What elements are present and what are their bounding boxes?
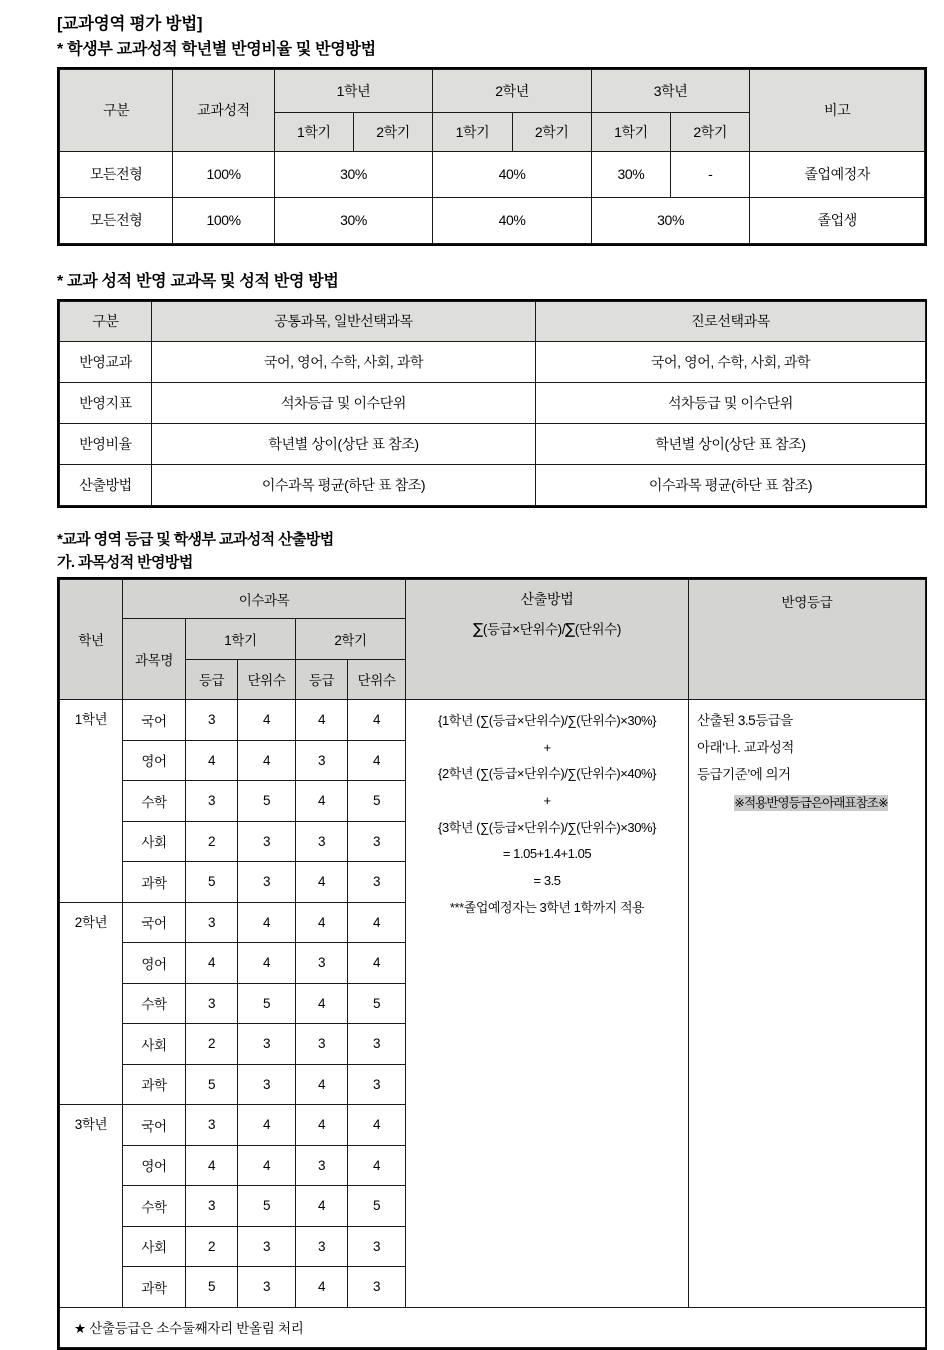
cell-s1-units: 4 <box>238 1105 296 1146</box>
cell-s2-grade: 4 <box>296 1186 348 1227</box>
table-calc-header-row-1 <box>60 579 926 618</box>
row-label: 반영지표 <box>60 382 152 423</box>
header-calc-method <box>406 579 689 700</box>
formula-result-2: = 3.5 <box>533 872 561 888</box>
cell-subject-name: 수학 <box>123 781 186 822</box>
cell-s1-units: 3 <box>238 862 296 903</box>
header-g2-sem2: 2학기 <box>512 112 591 151</box>
cell-s1-grade: 2 <box>186 1024 238 1065</box>
cell-s1-grade: 2 <box>186 821 238 862</box>
cell-s2-units: 5 <box>348 781 406 822</box>
table-ratio <box>59 69 925 244</box>
cell-s2-grade: 4 <box>296 902 348 943</box>
header-grade1: 1학년 <box>274 69 433 112</box>
cell-subject-name: 국어 <box>123 902 186 943</box>
cell-s1-grade: 5 <box>186 1064 238 1105</box>
row-label: 산출방법 <box>60 464 152 505</box>
cell-s2-grade: 4 <box>296 781 348 822</box>
cell-grade2-ratio: 40% <box>433 197 592 243</box>
header-s1-units: 단위수 <box>238 659 296 700</box>
formula-plus-1: + <box>543 739 551 755</box>
table-subjects-header-row <box>60 301 926 341</box>
formula-line-1: {1학년 (∑(등급×단위수)/∑(단위수)×30%} <box>438 713 656 729</box>
cell-subject-name: 영어 <box>123 740 186 781</box>
reflected-highlight-text: ※적용반영등급은아래표참조※ <box>734 795 888 810</box>
cell-s1-grade: 4 <box>186 740 238 781</box>
cell-s2-grade: 4 <box>296 700 348 741</box>
cell-s2-units: 5 <box>348 1186 406 1227</box>
cell-grade3-ratio: 30% <box>591 197 750 243</box>
cell-s2-grade: 4 <box>296 1267 348 1308</box>
cell-subject-name: 사회 <box>123 1024 186 1065</box>
header-completed-subjects: 이수과목 <box>123 579 406 618</box>
cell-s1-units: 3 <box>238 1267 296 1308</box>
header-g3-sem2: 2학기 <box>671 112 750 151</box>
cell-subject-name: 국어 <box>123 1105 186 1146</box>
cell-common: 국어, 영어, 수학, 사회, 과학 <box>152 341 536 382</box>
cell-s1-grade: 2 <box>186 1226 238 1267</box>
header-g3-sem1: 1학기 <box>591 112 670 151</box>
header-s2-grade: 등급 <box>296 659 348 700</box>
table-calc-wrapper <box>57 577 927 1350</box>
cell-division: 모든전형 <box>60 197 173 243</box>
table-row <box>60 423 926 464</box>
cell-s2-units: 4 <box>348 943 406 984</box>
cell-year: 1학년 <box>60 700 123 903</box>
cell-s1-units: 3 <box>238 1064 296 1105</box>
cell-s1-units: 4 <box>238 700 296 741</box>
cell-s2-units: 3 <box>348 1024 406 1065</box>
cell-grade1-ratio: 30% <box>274 151 433 197</box>
cell-grade3-sem2-ratio: - <box>671 151 750 197</box>
cell-s1-units: 4 <box>238 902 296 943</box>
cell-subject-name: 과학 <box>123 1267 186 1308</box>
cell-s2-grade: 4 <box>296 862 348 903</box>
cell-s1-grade: 3 <box>186 1105 238 1146</box>
header-year: 학년 <box>60 579 123 700</box>
header-remark: 비고 <box>750 69 925 151</box>
cell-s2-units: 4 <box>348 740 406 781</box>
cell-career: 석차등급 및 이수단위 <box>536 382 926 423</box>
table-row <box>60 464 926 505</box>
page-title: [교과영역 평가 방법] <box>57 15 203 33</box>
cell-s1-units: 5 <box>238 983 296 1024</box>
table-row <box>60 382 926 423</box>
cell-s1-units: 4 <box>238 943 296 984</box>
header-g1-sem1: 1학기 <box>274 112 353 151</box>
section1-heading: * 학생부 교과성적 학년별 반영비율 및 반영방법 <box>57 40 376 58</box>
cell-grade1-ratio: 30% <box>274 197 433 243</box>
calc-method-label: 산출방법 <box>520 590 574 607</box>
cell-s1-units: 4 <box>238 1145 296 1186</box>
cell-s1-units: 3 <box>238 1226 296 1267</box>
header-reflected-grade: 반영등급 <box>689 579 926 700</box>
header-score: 교과성적 <box>173 69 274 151</box>
section3-heading: *교과 영역 등급 및 학생부 교과성적 산출방법 <box>57 530 334 548</box>
formula-line-2: {2학년 (∑(등급×단위수)/∑(단위수)×40%} <box>438 766 656 782</box>
cell-s1-units: 3 <box>238 1024 296 1065</box>
header-g1-sem2: 2학기 <box>353 112 432 151</box>
cell-s2-grade: 3 <box>296 943 348 984</box>
header-grade2: 2학년 <box>433 69 592 112</box>
cell-s2-units: 3 <box>348 1226 406 1267</box>
cell-s1-units: 4 <box>238 740 296 781</box>
table-row <box>60 151 925 197</box>
cell-career: 국어, 영어, 수학, 사회, 과학 <box>536 341 926 382</box>
cell-remark: 졸업예정자 <box>750 151 925 197</box>
cell-s2-grade: 3 <box>296 740 348 781</box>
table-row <box>60 700 926 741</box>
formula-result-1: = 1.05+1.4+1.05 <box>502 846 592 862</box>
cell-common: 학년별 상이(상단 표 참조) <box>152 423 536 464</box>
cell-s2-units: 3 <box>348 862 406 903</box>
cell-s2-grade: 3 <box>296 1226 348 1267</box>
cell-s1-grade: 3 <box>186 902 238 943</box>
formula-line-3: {3학년 (∑(등급×단위수)/∑(단위수)×30%} <box>438 819 656 835</box>
section3-subheading: 가. 과목성적 반영방법 <box>57 554 193 572</box>
header-career-subjects: 진로선택과목 <box>536 301 926 341</box>
header-semester-1: 1학기 <box>186 618 296 659</box>
cell-career: 이수과목 평균(하단 표 참조) <box>536 464 926 505</box>
cell-s1-grade: 3 <box>186 1186 238 1227</box>
formula-note: ***졸업예정자는 3학년 1학까지 적용 <box>449 899 645 915</box>
header-s2-units: 단위수 <box>348 659 406 700</box>
cell-s2-grade: 4 <box>296 1105 348 1146</box>
cell-s1-grade: 5 <box>186 862 238 903</box>
table-row <box>60 341 926 382</box>
cell-s1-grade: 5 <box>186 1267 238 1308</box>
cell-s1-grade: 3 <box>186 700 238 741</box>
formula-plus-2: + <box>543 793 551 809</box>
header-grade3: 3학년 <box>591 69 750 112</box>
cell-common: 이수과목 평균(하단 표 참조) <box>152 464 536 505</box>
table-subjects <box>59 301 926 506</box>
cell-common: 석차등급 및 이수단위 <box>152 382 536 423</box>
spacer <box>57 508 924 530</box>
cell-s1-grade: 3 <box>186 983 238 1024</box>
reflected-line-3: 등급기준’에 의거 <box>697 767 791 783</box>
cell-grade3-sem1-ratio: 30% <box>591 151 670 197</box>
cell-year: 3학년 <box>60 1105 123 1308</box>
table-ratio-header-row-1 <box>60 69 925 112</box>
table-footnote-row <box>60 1307 926 1348</box>
cell-s2-grade: 4 <box>296 1064 348 1105</box>
cell-calc-formula <box>406 700 689 1308</box>
reflected-highlight <box>703 796 919 810</box>
cell-s1-grade: 3 <box>186 781 238 822</box>
table-calc <box>59 579 926 1349</box>
reflected-line-1: 산출된 3.5등급을 <box>697 713 793 729</box>
footnote-text: ★ 산출등급은 소수둘째자리 반올림 처리 <box>60 1307 926 1348</box>
section2-heading: * 교과 성적 반영 교과목 및 성적 반영 방법 <box>57 272 339 290</box>
cell-s1-units: 3 <box>238 821 296 862</box>
cell-score: 100% <box>173 197 274 243</box>
cell-reflected-grade <box>689 700 926 1308</box>
table-row <box>60 197 925 243</box>
cell-career: 학년별 상이(상단 표 참조) <box>536 423 926 464</box>
cell-s2-units: 3 <box>348 821 406 862</box>
header-semester-2: 2학기 <box>296 618 406 659</box>
row-label: 반영교과 <box>60 341 152 382</box>
header-division: 구분 <box>60 69 173 151</box>
cell-subject-name: 과학 <box>123 1064 186 1105</box>
calc-method-formula: ∑(등급×단위수)/∑(단위수) <box>473 619 621 638</box>
cell-s1-units: 5 <box>238 1186 296 1227</box>
cell-subject-name: 수학 <box>123 1186 186 1227</box>
cell-s1-grade: 4 <box>186 1145 238 1186</box>
cell-subject-name: 사회 <box>123 821 186 862</box>
cell-s2-units: 4 <box>348 1145 406 1186</box>
cell-subject-name: 수학 <box>123 983 186 1024</box>
cell-s2-grade: 3 <box>296 1024 348 1065</box>
cell-s2-grade: 3 <box>296 1145 348 1186</box>
header-common-subjects: 공통과목, 일반선택과목 <box>152 301 536 341</box>
cell-division: 모든전형 <box>60 151 173 197</box>
cell-subject-name: 사회 <box>123 1226 186 1267</box>
row-label: 반영비율 <box>60 423 152 464</box>
cell-s2-units: 3 <box>348 1064 406 1105</box>
header-division: 구분 <box>60 301 152 341</box>
cell-subject-name: 영어 <box>123 943 186 984</box>
cell-subject-name: 국어 <box>123 700 186 741</box>
cell-s2-units: 5 <box>348 983 406 1024</box>
reflected-line-2: 아래‘나. 교과성적 <box>697 740 794 756</box>
cell-s2-grade: 3 <box>296 821 348 862</box>
cell-s2-grade: 4 <box>296 983 348 1024</box>
cell-subject-name: 과학 <box>123 862 186 903</box>
cell-s2-units: 4 <box>348 1105 406 1146</box>
cell-score: 100% <box>173 151 274 197</box>
cell-subject-name: 영어 <box>123 1145 186 1186</box>
cell-s2-units: 4 <box>348 700 406 741</box>
spacer <box>57 246 924 272</box>
table-ratio-wrapper <box>57 67 927 246</box>
header-subject-name: 과목명 <box>123 618 186 700</box>
cell-year: 2학년 <box>60 902 123 1105</box>
table-subjects-wrapper <box>57 299 927 508</box>
cell-s2-units: 4 <box>348 902 406 943</box>
header-g2-sem1: 1학기 <box>433 112 512 151</box>
cell-s2-units: 3 <box>348 1267 406 1308</box>
cell-grade2-ratio: 40% <box>433 151 592 197</box>
header-s1-grade: 등급 <box>186 659 238 700</box>
cell-s1-grade: 4 <box>186 943 238 984</box>
cell-remark: 졸업생 <box>750 197 925 243</box>
cell-s1-units: 5 <box>238 781 296 822</box>
